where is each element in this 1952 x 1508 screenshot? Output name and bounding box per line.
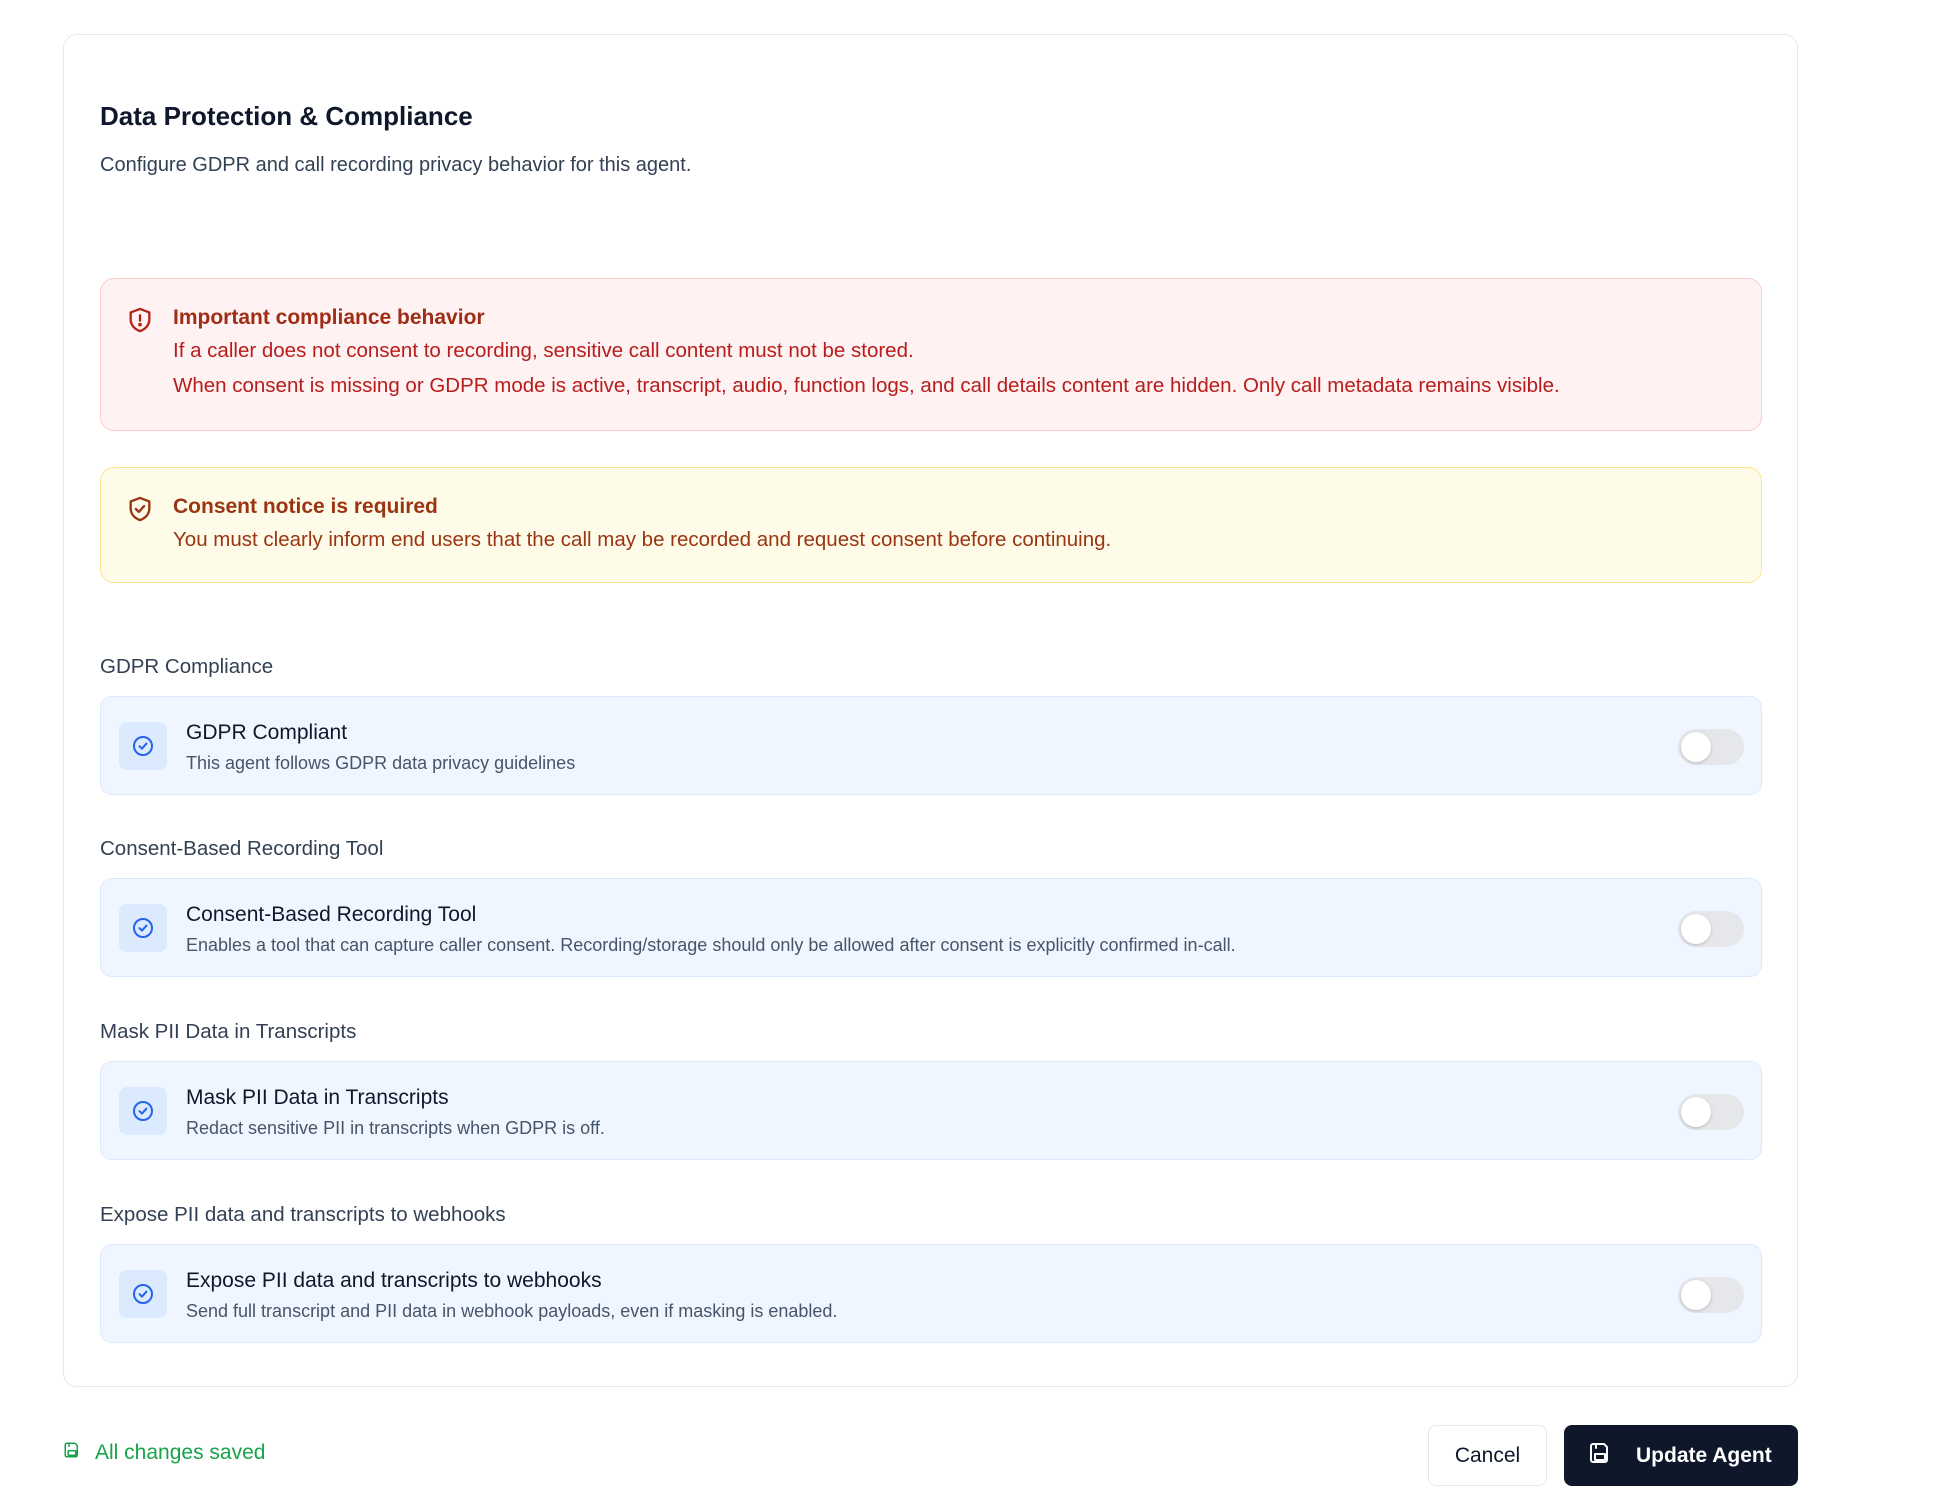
consent-alert-title: Consent notice is required bbox=[173, 495, 438, 518]
setting-title: Mask PII Data in Transcripts bbox=[186, 1086, 449, 1109]
setting-description: Enables a tool that can capture caller consent. Recording/storage should only be allowed after consent is explicitly confirmed in-call. bbox=[186, 935, 1236, 955]
save-icon bbox=[63, 1441, 81, 1465]
save-status-text: All changes saved bbox=[95, 1441, 266, 1464]
save-icon bbox=[1588, 1441, 1612, 1471]
toggle-knob bbox=[1681, 1280, 1711, 1310]
check-circle-icon bbox=[119, 722, 167, 770]
setting-title: Expose PII data and transcripts to webhooks bbox=[186, 1269, 602, 1292]
toggle-knob bbox=[1681, 914, 1711, 944]
setting-title: GDPR Compliant bbox=[186, 721, 348, 744]
check-circle-icon bbox=[119, 904, 167, 952]
update-agent-button[interactable] bbox=[1564, 1425, 1798, 1486]
shield-check-icon bbox=[126, 495, 154, 523]
page-title: Data Protection & Compliance bbox=[100, 101, 473, 131]
consent-notice-alert bbox=[100, 467, 1762, 583]
compliance-alert-line: When consent is missing or GDPR mode is active, transcript, audio, function logs, and call details content are hidden. Only call metadata remains visible. bbox=[173, 374, 1560, 397]
consent-recording-toggle[interactable] bbox=[1678, 911, 1744, 947]
page-subtitle: Configure GDPR and call recording privacy behavior for this agent. bbox=[100, 154, 692, 176]
mask-pii-toggle[interactable] bbox=[1678, 1094, 1744, 1130]
setting-row-mask-pii bbox=[100, 1061, 1762, 1160]
compliance-alert-line: If a caller does not consent to recording, sensitive call content must not be stored. bbox=[173, 339, 914, 362]
setting-description: Redact sensitive PII in transcripts when GDPR is off. bbox=[186, 1118, 605, 1138]
save-status bbox=[63, 1441, 265, 1465]
section-label-consent-recording: Consent-Based Recording Tool bbox=[100, 837, 384, 860]
update-agent-label: Update Agent bbox=[1636, 1443, 1772, 1467]
expose-webhooks-toggle[interactable] bbox=[1678, 1277, 1744, 1313]
section-label-expose-webhooks: Expose PII data and transcripts to webhooks bbox=[100, 1203, 506, 1226]
toggle-knob bbox=[1681, 732, 1711, 762]
setting-description: Send full transcript and PII data in webhook payloads, even if masking is enabled. bbox=[186, 1301, 838, 1321]
compliance-behavior-alert bbox=[100, 278, 1762, 431]
gdpr-compliant-toggle[interactable] bbox=[1678, 729, 1744, 765]
check-circle-icon bbox=[119, 1087, 167, 1135]
setting-row-gdpr-compliant bbox=[100, 696, 1762, 795]
check-circle-icon bbox=[119, 1270, 167, 1318]
section-label-gdpr: GDPR Compliance bbox=[100, 655, 274, 678]
setting-row-consent-recording bbox=[100, 878, 1762, 977]
toggle-knob bbox=[1681, 1097, 1711, 1127]
shield-alert-icon bbox=[126, 306, 154, 334]
compliance-card bbox=[63, 34, 1798, 1387]
setting-title: Consent-Based Recording Tool bbox=[186, 903, 477, 926]
section-label-mask-pii: Mask PII Data in Transcripts bbox=[100, 1020, 357, 1043]
cancel-button[interactable]: Cancel bbox=[1428, 1425, 1547, 1486]
consent-alert-line: You must clearly inform end users that the call may be recorded and request consent before continuing. bbox=[173, 528, 1112, 551]
setting-row-expose-webhooks bbox=[100, 1244, 1762, 1343]
compliance-alert-title: Important compliance behavior bbox=[173, 306, 485, 329]
setting-description: This agent follows GDPR data privacy guidelines bbox=[186, 753, 576, 773]
